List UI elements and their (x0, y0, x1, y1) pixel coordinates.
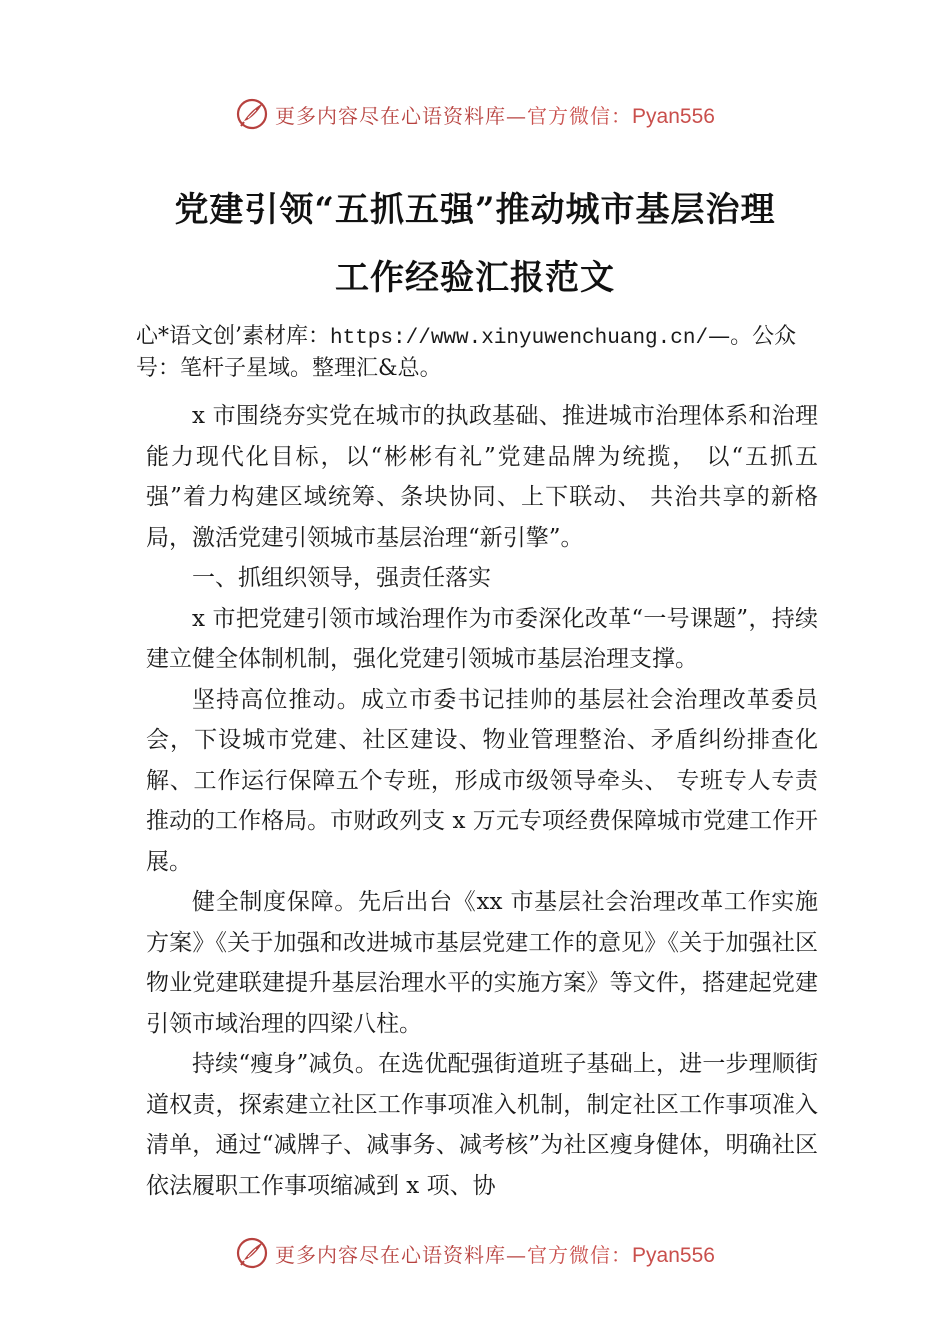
banner-wechat-label: 官方微信： (527, 103, 633, 128)
paragraph-4: 健全制度保障。先后出台《xx 市基层社会治理改革工作实施方案》《关于加强和改进城市基层党建工作的意见》《关于加强社区物业党建联建提升基层治理水平的实施方案》等文件，搭建起党建引领市域治理的四梁八柱。 (146, 889, 818, 1037)
banner-wechat-id: Pyan556 (632, 104, 715, 128)
paragraph-3: 坚持高位推动。成立市委书记挂帅的基层社会治理改革委员会，下设城市党建、社区建设、物业管理整治、矛盾纠纷排查化解、工作运行保障五个专班，形成市级领导牵头、 专班专人专责推动的工作格局。市财政列支 x 万元专项经费保障城市党建工作开展。 (146, 686, 818, 875)
footer-banner (0, 1233, 950, 1273)
banner-main: 更多内容尽在心语资料库 (275, 1242, 507, 1267)
quill-logo-icon (235, 97, 269, 131)
section-heading-1: 一、抓组织领导，强责任落实 (192, 565, 491, 591)
title-line-2: 工作经验汇报范文 (335, 258, 615, 298)
body-text (146, 396, 818, 1206)
source-suffix: —。公众号：笔杆子星域。整理汇&总。 (136, 324, 797, 381)
banner-text (275, 100, 715, 129)
quill-logo-icon (235, 1236, 269, 1270)
banner-dash: — (506, 103, 528, 128)
header-banner (0, 94, 950, 134)
source-note (136, 322, 826, 384)
banner-wechat-id: Pyan556 (632, 1243, 715, 1267)
banner-dash: — (506, 1242, 528, 1267)
paragraph-1: x 市围绕夯实党在城市的执政基础、推进城市治理体系和治理能力现代化目标，以“彬彬有礼”党建品牌为统揽， 以“五抓五强”着力构建区域统筹、条块协同、上下联动、 共治共享的新格局，激活党建引领城市基层治理“新引擎”。 (146, 403, 818, 551)
source-prefix: 心*语文创’素材库： (136, 324, 330, 349)
paragraph-2: x 市把党建引领市域治理作为市委深化改革“一号课题”，持续建立健全体制机制，强化党建引领城市基层治理支撑。 (146, 605, 818, 672)
banner-main: 更多内容尽在心语资料库 (275, 103, 507, 128)
source-url: https://www.xinyuwenchuang.cn/ (330, 327, 709, 350)
paragraph-5: 持续“瘦身”减负。在选优配强街道班子基础上，进一步理顺街道权责，探索建立社区工作事项准入机制，制定社区工作事项准入清单，通过“减牌子、减事务、减考核”为社区瘦身健体，明确社区依法履职工作事项缩减到 x 项、协 (146, 1051, 818, 1199)
banner-text (275, 1239, 715, 1268)
title-line-1: 党建引领“五抓五强”推动城市基层治理 (174, 190, 776, 230)
banner-wechat-label: 官方微信： (527, 1242, 633, 1267)
